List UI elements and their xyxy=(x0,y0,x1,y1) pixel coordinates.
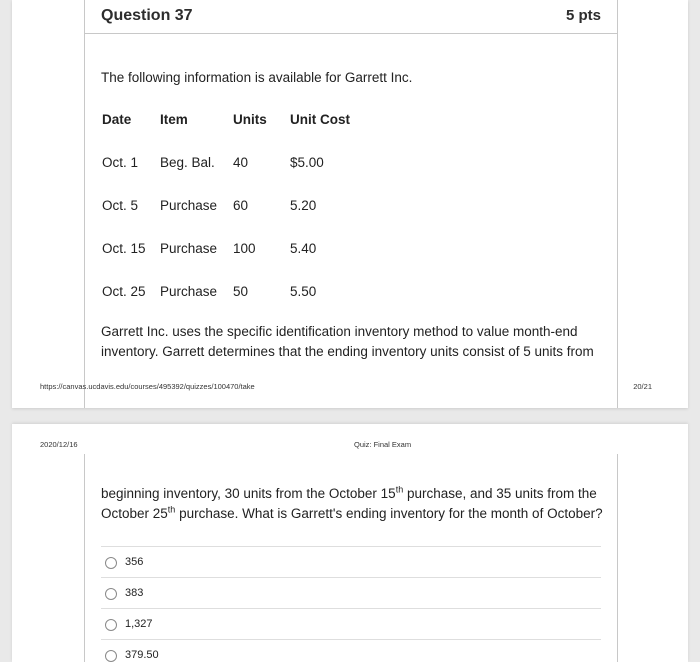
question-text-segment: purchase, and 35 units from the October 25 xyxy=(101,486,597,521)
question-title: Question 37 xyxy=(101,7,193,24)
ordinal-suffix: th xyxy=(167,504,176,515)
table-header-date: Date xyxy=(102,112,132,127)
table-cell: Purchase xyxy=(160,284,218,299)
table-cell: Oct. 15 xyxy=(102,241,146,256)
answer-option-label: 356 xyxy=(125,556,144,568)
print-header-date: 2020/12/16 xyxy=(40,440,78,449)
answer-option-label: 1,327 xyxy=(125,618,153,630)
print-page-2 xyxy=(12,424,688,662)
table-cell: 40 xyxy=(233,155,249,170)
answer-option[interactable] xyxy=(101,608,601,639)
question-text-segment: purchase. What is Garrett's ending inventory for the month of October? xyxy=(175,506,603,521)
table-cell: 100 xyxy=(233,241,256,256)
print-header-title: Quiz: Final Exam xyxy=(354,440,412,449)
answer-option[interactable] xyxy=(101,577,601,608)
table-cell: Oct. 1 xyxy=(102,155,139,170)
table-cell: Oct. 25 xyxy=(102,284,146,299)
table-cell: 50 xyxy=(233,284,249,299)
table-cell: 5.20 xyxy=(290,198,317,213)
question-text-part-1: Garrett Inc. uses the specific identification inventory method to value month-end inventory. Garrett determines that the ending inventory units consist of 5 units from xyxy=(101,324,594,359)
radio-button[interactable] xyxy=(105,650,117,662)
question-points: 5 pts xyxy=(565,7,601,24)
radio-button[interactable] xyxy=(105,588,117,600)
answer-option-label: 379.50 xyxy=(125,649,159,661)
question-intro: The following information is available for Garrett Inc. xyxy=(101,70,413,85)
question-box-continued xyxy=(84,454,618,662)
table-cell: Oct. 5 xyxy=(102,198,139,213)
question-text-part-2 xyxy=(101,484,606,524)
table-cell: Purchase xyxy=(160,198,218,213)
answer-option-label: 383 xyxy=(125,587,144,599)
table-cell: $5.00 xyxy=(290,155,324,170)
answer-option[interactable] xyxy=(101,639,601,662)
table-header-units: Units xyxy=(233,112,267,127)
ordinal-suffix: th xyxy=(395,484,404,495)
question-header xyxy=(85,0,617,34)
radio-button[interactable] xyxy=(105,557,117,569)
print-footer-url: https://canvas.ucdavis.edu/courses/495392/quizzes/100470/take xyxy=(40,382,255,391)
question-box xyxy=(84,0,618,408)
table-header-item: Item xyxy=(160,112,188,127)
table-cell: 5.40 xyxy=(290,241,317,256)
question-text-segment: beginning inventory, 30 units from the October 15 xyxy=(101,486,396,501)
print-footer-page-number: 20/21 xyxy=(633,382,652,391)
radio-button[interactable] xyxy=(105,619,117,631)
table-cell: 60 xyxy=(233,198,249,213)
table-header-unit-cost: Unit Cost xyxy=(290,112,350,127)
answer-option[interactable] xyxy=(101,546,601,577)
table-cell: Purchase xyxy=(160,241,218,256)
table-cell: 5.50 xyxy=(290,284,317,299)
table-cell: Beg. Bal. xyxy=(160,155,215,170)
print-page-1 xyxy=(12,0,688,408)
